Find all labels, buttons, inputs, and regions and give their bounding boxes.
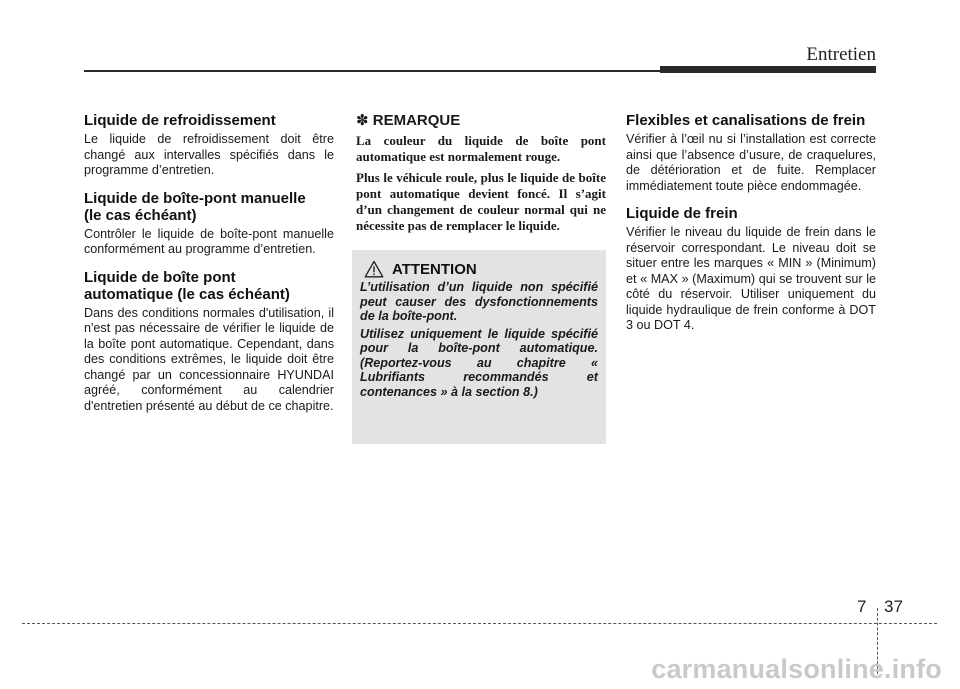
attention-title: ATTENTION: [392, 260, 477, 278]
warning-triangle-icon: [364, 260, 384, 278]
attention-text-1: L’utilisation d’un liquide non spécifié peut causer des dysfonctionnements de la boîte-pont.: [360, 280, 598, 323]
column-right: [626, 112, 876, 345]
brake-fluid-text: Vérifier le niveau du liquide de frein dans le réservoir correspondant. Le niveau doit se situer entre les marques « MIN » (Minimum) et « MAX » (Maximum) qui se trouvent sur le côté du réservoir. Utiliser uniquement du liquide hydraulique de frein conforme à DOT 3 ou DOT 4.: [626, 225, 876, 332]
brake-lines-text: Vérifier à l’œil nu si l’installation est correcte ainsi que l’absence d’usure, de craquelures, de détérioration et de fuite. Remplacer immédiatement toute pièce endommagée.: [626, 132, 876, 193]
header-bar: [660, 66, 876, 73]
footer-rule: [22, 623, 937, 624]
manual-transaxle-heading-line2: (le cas échéant): [84, 206, 197, 224]
watermark: carmanualsonline.info: [651, 654, 942, 684]
coolant-text: Le liquide de refroidissement doit être changé aux intervalles spécifiés dans le programme d’entretien.: [84, 132, 334, 177]
attention-text-2: Utilisez uniquement le liquide spécifié pour la boîte-pont automatique. (Reportez-vous au chapitre « Lubrifiants recommandés et contenances » à la section 8.): [360, 326, 598, 399]
manual-transaxle-heading: [84, 190, 334, 224]
remark-text-2: Plus le véhicule roule, plus le liquide de boîte pont automatique devient foncé. Il s’agit d’un changement de couleur normal qui ne nécessite pas de remplacer le liquide.: [356, 170, 606, 233]
automatic-transaxle-heading: [84, 269, 334, 303]
manual-transaxle-heading-line1: Liquide de boîte-pont manuelle: [84, 189, 306, 207]
remark-title: REMARQUE: [372, 112, 461, 129]
remark-heading: [356, 112, 606, 129]
remark-text-1: La couleur du liquide de boîte pont automatique est normalement rouge.: [356, 133, 606, 164]
brake-lines-heading: Flexibles et canalisations de frein: [626, 112, 866, 129]
attention-header: [360, 260, 598, 278]
coolant-heading: Liquide de refroidissement: [84, 112, 276, 129]
remark-star-icon: ✽: [356, 111, 369, 129]
attention-box: [352, 250, 606, 444]
column-left: [84, 112, 334, 425]
page-number: 37: [884, 597, 903, 616]
manual-transaxle-text: Contrôler le liquide de boîte-pont manuelle conformément au programme d’entretien.: [84, 226, 334, 256]
automatic-transaxle-heading-line1: Liquide de boîte pont: [84, 268, 236, 286]
column-middle: [356, 112, 606, 239]
section-title: Entretien: [806, 44, 876, 65]
chapter-number: 7: [857, 597, 867, 616]
brake-fluid-heading: Liquide de frein: [626, 205, 738, 222]
header-rule: [84, 70, 660, 72]
automatic-transaxle-text: Dans des conditions normales d'utilisation, il n'est pas nécessaire de vérifier le liquide de la boîte pont automatique. Cependant, dans des conditions extrêmes, le liquide doit être changé par un concessionnaire HYUNDAI agréé, conformément au calendrier d'entretien présenté au début de ce chapitre.: [84, 305, 334, 413]
automatic-transaxle-heading-line2: automatique (le cas échéant): [84, 285, 290, 303]
